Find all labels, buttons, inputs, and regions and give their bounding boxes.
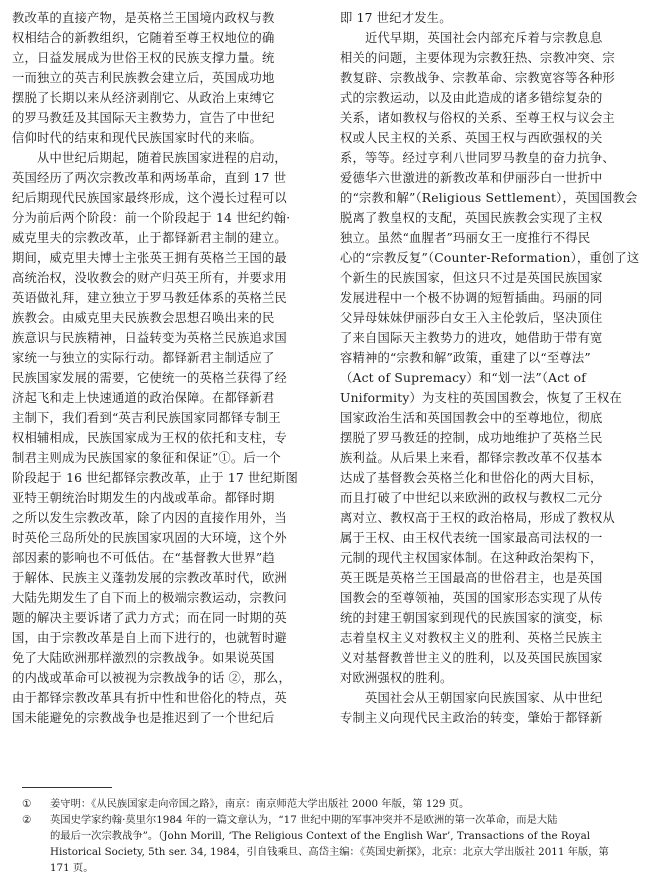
text-line: 一而独立的英吉利民族教会建立后，英国成功地 bbox=[12, 71, 275, 85]
text-line: 威克里夫的宗教改革，止于都铎新君主制的建立。 bbox=[12, 231, 287, 245]
text-line: 属于王权、由王权代表统一国家最高司法权的一 bbox=[340, 531, 603, 545]
text-line: 发展进程中一个极不协调的短暂插曲。玛丽的同 bbox=[340, 291, 603, 305]
text-line: 国，由于宗教改革是自上而下进行的，也就暂时避 bbox=[12, 631, 287, 645]
text-line: 而且打破了中世纪以来欧洲的政权与教权二元分 bbox=[340, 491, 603, 505]
text-line: 即 17 世纪才发生。 bbox=[340, 11, 452, 25]
text-line: 义对基督教普世主义的胜利，以及英国民族国家 bbox=[340, 651, 603, 665]
footnote-text-line: 姜守明：《从民族国家走向帝国之路》，南京：南京师范大学出版社 2000 年版，第 129 页。 bbox=[50, 798, 470, 810]
text-line: 亚特王朝统治时期发生的内战或革命。都铎时期 bbox=[12, 491, 275, 505]
text-line: 离对立、教权高于王权的政治格局，形成了教权从 bbox=[340, 511, 615, 525]
text-line: 制君主则成为民族国家的象征和保证”①。后一个 bbox=[12, 451, 281, 465]
text-line: 国家政治生活和英国国教会中的至尊地位，彻底 bbox=[340, 411, 603, 425]
text-line: 个新生的民族国家，但这只不过是英国民族国家 bbox=[340, 271, 603, 285]
text-line: 高统治权，没收教会的财产归英王所有，并要求用 bbox=[12, 271, 287, 285]
text-line: 近代早期，英国社会内部充斥着与宗教息息 bbox=[340, 31, 603, 45]
text-line: 心的“宗教反复”（Counter-Reformation），重创了这 bbox=[340, 251, 640, 265]
text-line: 大陆先期发生了自下而上的极端宗教运动，宗教问 bbox=[12, 591, 287, 605]
text-line: 对欧洲强权的胜利。 bbox=[340, 671, 453, 685]
text-line: 纪后期现代民族国家最终形成，这个漫长过程可以 bbox=[12, 191, 287, 205]
text-line: 独立。虽然“血腥者”玛丽女王一度推行不得民 bbox=[340, 231, 591, 245]
text-line: 英王既是英格兰王国最高的世俗君主，也是英国 bbox=[340, 571, 603, 585]
text-line: 脱离了教皇权的支配，英国民族教会实现了主权 bbox=[340, 211, 603, 225]
text-line: 统的封建王朝国家到现代的民族国家的演变，标 bbox=[340, 611, 603, 625]
text-line: 容精神的“宗教和解”政策，重建了以“至尊法” bbox=[340, 351, 591, 365]
text-line: 国未能避免的宗教战争也是推迟到了一个世纪后 bbox=[12, 711, 275, 725]
text-line: 父异母妹妹伊丽莎白女王入主伦敦后，坚决顶住 bbox=[340, 311, 603, 325]
text-line: 专制主义向现代民主政治的转变，肇始于都铎新 bbox=[340, 711, 603, 725]
footnote-text-line: 英国史学家约翰·莫里尔1984 年的一篇文章认为，“17 世纪中期的军事冲突并不是欧洲的第一次革命，而是大陆 bbox=[50, 814, 558, 826]
text-line: 民族国家发展的需要，它使统一的英格兰获得了经 bbox=[12, 371, 287, 385]
footnote-divider bbox=[22, 787, 112, 788]
text-line: 了来自国际天主教势力的进攻，她借助于带有宽 bbox=[340, 331, 603, 345]
text-line: 家统一与独立的实际行动。都铎新君主制适应了 bbox=[12, 351, 275, 365]
text-line: 志着皇权主义对教权主义的胜利、英格兰民族主 bbox=[340, 631, 603, 645]
text-line: 期间，威克里夫博士主张英王拥有英格兰王国的最 bbox=[12, 251, 287, 265]
text-line: 于解体、民族主义蓬勃发展的宗教改革时代，欧洲 bbox=[12, 571, 287, 585]
text-line: 免了大陆欧洲那样激烈的宗教战争。如果说英国 bbox=[12, 651, 275, 665]
text-line: 济起飞和走上快速通道的政治保障。在都铎新君 bbox=[12, 391, 275, 405]
text-line: 教复辟、宗教战争、宗教革命、宗教宽容等各种形 bbox=[340, 71, 615, 85]
text-line: 相关的问题，主要体现为宗教狂热、宗教冲突、宗 bbox=[340, 51, 615, 65]
footnote-text-line: 的最后一次宗教战争”。（John Morill, ‘The Religious Context of the English War’, Transactions of the Royal bbox=[50, 830, 591, 842]
text-line: 元制的现代主权国家体制。在这种政治架构下， bbox=[340, 551, 603, 565]
text-line: 时英伦三岛所处的民族国家巩固的大环境，这个外 bbox=[12, 531, 287, 545]
text-line: 信仰时代的结束和现代民族国家时代的来临。 bbox=[12, 131, 262, 145]
text-line: 主制下，我们看到“英吉利民族国家同都铎专制王 bbox=[12, 411, 281, 425]
text-line: 的“宗教和解”（Religious Settlement），英国国教会 bbox=[340, 191, 638, 205]
text-line: 权相辅相成，民族国家成为王权的依托和支柱，专 bbox=[12, 431, 287, 445]
footnote-text-line: 171 页。 bbox=[50, 862, 94, 874]
text-line: 从中世纪后期起，随着民族国家进程的启动， bbox=[12, 151, 287, 165]
text-line: （Act of Supremacy）和“划一法”（Act of bbox=[340, 371, 586, 385]
text-line: 关系，诸如教权与俗权的关系、至尊王权与议会主 bbox=[340, 111, 615, 125]
text-line: 教改革的直接产物，是英格兰王国境内政权与教 bbox=[12, 11, 275, 25]
text-line: 族利益。从后果上来看，都铎宗教改革不仅基本 bbox=[340, 451, 603, 465]
text-line: 权或人民主权的关系、英国王权与西欧强权的关 bbox=[340, 131, 603, 145]
text-line: 英语做礼拜，建立独立于罗马教廷体系的英格兰民 bbox=[12, 291, 287, 305]
right-column bbox=[340, 8, 640, 728]
left-column bbox=[12, 8, 312, 728]
text-line: 摆脱了罗马教廷的控制，成功地维护了英格兰民 bbox=[340, 431, 603, 445]
footnote bbox=[22, 796, 642, 812]
text-line: 的罗马教廷及其国际天主教势力，宣告了中世纪 bbox=[12, 111, 275, 125]
footnote-text-line: Historical Society, 5th ser. 34, 1984，引自钱乘旦、高岱主编：《英国史新探》，北京：北京大学出版社 2011 年版，第 bbox=[50, 846, 609, 858]
text-line: 部因素的影响也不可低估。在“基督教大世界”趋 bbox=[12, 551, 275, 565]
text-line: 爱德华六世激进的新教改革和伊丽莎白一世折中 bbox=[340, 171, 603, 185]
text-line: 由于都铎宗教改革具有折中性和世俗化的特点，英 bbox=[12, 691, 287, 705]
text-line: 族教会。由威克里夫民族教会思想召唤出来的民 bbox=[12, 311, 275, 325]
text-line: 国教会的至尊领袖，英国的国家形态实现了从传 bbox=[340, 591, 603, 605]
text-line: 阶段起于 16 世纪都铎宗教改革，止于 17 世纪斯图 bbox=[12, 471, 298, 485]
footnote-marker: ② bbox=[22, 814, 32, 826]
footnote-marker: ① bbox=[22, 798, 32, 810]
text-line: 的内战或革命可以被视为宗教战争的话 ②，那么， bbox=[12, 671, 292, 685]
text-line: Uniformity）为支柱的英国国教会，恢复了王权在 bbox=[340, 391, 622, 405]
text-line: 立，日益发展成为世俗王权的民族支撑力量。统 bbox=[12, 51, 275, 65]
footnotes bbox=[22, 796, 642, 876]
footnote bbox=[22, 812, 642, 876]
text-line: 分为前后两个阶段：前一个阶段起于 14 世纪约翰· bbox=[12, 211, 291, 225]
text-line: 之所以发生宗教改革，除了内因的直接作用外，当 bbox=[12, 511, 287, 525]
text-line: 英国社会从王朝国家向民族国家、从中世纪 bbox=[340, 691, 603, 705]
text-line: 式的宗教运动，以及由此造成的诸多错综复杂的 bbox=[340, 91, 603, 105]
text-line: 英国经历了两次宗教改革和两场革命，直到 17 世 bbox=[12, 171, 287, 185]
text-line: 权相结合的新教组织，它随着至尊王权地位的确 bbox=[12, 31, 275, 45]
text-line: 题的解决主要诉诸了武力方式；而在同一时期的英 bbox=[12, 611, 287, 625]
text-line: 摆脱了长期以来从经济剥削它、从政治上束缚它 bbox=[12, 91, 275, 105]
text-line: 系，等等。经过亨利八世同罗马教皇的奋力抗争、 bbox=[340, 151, 615, 165]
text-line: 达成了基督教会英格兰化和世俗化的两大目标， bbox=[340, 471, 603, 485]
text-line: 族意识与民族精神，日益转变为英格兰民族追求国 bbox=[12, 331, 287, 345]
